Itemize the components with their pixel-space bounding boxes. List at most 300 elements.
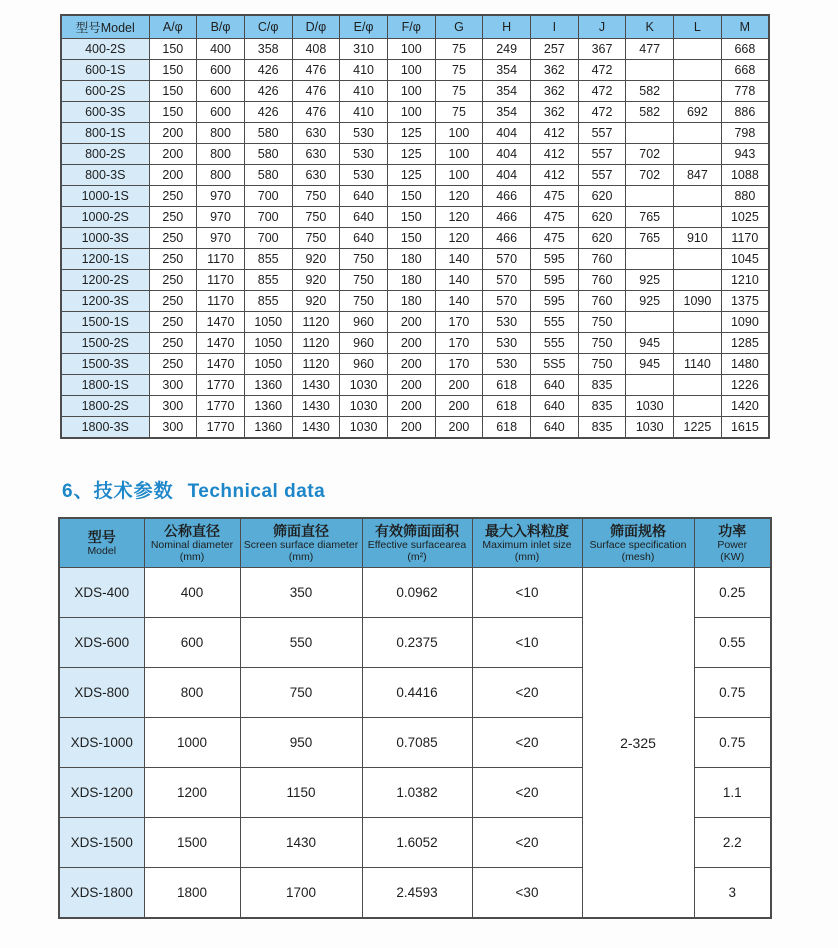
dimension-value-cell: 1480 bbox=[721, 354, 769, 375]
dimension-value-cell: 300 bbox=[149, 417, 197, 439]
dimension-value-cell: 880 bbox=[721, 186, 769, 207]
tech-header-maximum-inlet-size bbox=[472, 518, 582, 568]
dimension-value-cell: 140 bbox=[435, 270, 483, 291]
dimension-value-cell: 970 bbox=[197, 186, 245, 207]
tech-header-screen-surface-diameter bbox=[240, 518, 362, 568]
tech-model-cell: XDS-800 bbox=[59, 668, 144, 718]
dimension-value-cell: 250 bbox=[149, 312, 197, 333]
dimension-table-row bbox=[61, 102, 769, 123]
max-inlet-size-cell: <20 bbox=[472, 668, 582, 718]
dimension-value-cell: 530 bbox=[340, 144, 388, 165]
dimension-table-row bbox=[61, 375, 769, 396]
dimension-table-row bbox=[61, 228, 769, 249]
dimension-value-cell: 557 bbox=[578, 165, 626, 186]
dimension-value-cell: 640 bbox=[531, 396, 579, 417]
tech-header-power bbox=[694, 518, 771, 568]
technical-table bbox=[58, 517, 772, 919]
power-cell: 0.75 bbox=[694, 718, 771, 768]
tech-header-effective-surfacearea bbox=[362, 518, 472, 568]
dimension-value-cell bbox=[674, 396, 722, 417]
dimension-table-row bbox=[61, 186, 769, 207]
dimension-value-cell: 412 bbox=[531, 123, 579, 144]
dimension-value-cell: 150 bbox=[149, 81, 197, 102]
effective-area-cell: 2.4593 bbox=[362, 868, 472, 919]
dim-header-h: H bbox=[483, 15, 531, 39]
dimension-value-cell: 250 bbox=[149, 333, 197, 354]
dimension-value-cell: 125 bbox=[387, 144, 435, 165]
dimension-value-cell: 354 bbox=[483, 81, 531, 102]
tech-header-zh: 公称直径 bbox=[164, 523, 220, 539]
dimension-value-cell: 1285 bbox=[721, 333, 769, 354]
max-inlet-size-cell: <20 bbox=[472, 768, 582, 818]
dimension-value-cell: 630 bbox=[292, 123, 340, 144]
dimension-value-cell: 530 bbox=[340, 165, 388, 186]
dimension-value-cell: 75 bbox=[435, 102, 483, 123]
dimension-value-cell: 250 bbox=[149, 270, 197, 291]
dimension-value-cell: 530 bbox=[483, 354, 531, 375]
dimension-value-cell: 570 bbox=[483, 249, 531, 270]
dimension-table-row bbox=[61, 270, 769, 291]
dimension-value-cell: 140 bbox=[435, 249, 483, 270]
tech-model-cell: XDS-1800 bbox=[59, 868, 144, 919]
dimension-value-cell: 1030 bbox=[340, 396, 388, 417]
model-label-cell: 1800-1S bbox=[61, 375, 149, 396]
screen-diameter-cell: 750 bbox=[240, 668, 362, 718]
nominal-diameter-cell: 1000 bbox=[144, 718, 240, 768]
dimension-value-cell: 580 bbox=[244, 144, 292, 165]
dim-header-e: E/φ bbox=[340, 15, 388, 39]
dimension-value-cell: 412 bbox=[531, 165, 579, 186]
dimension-table-row bbox=[61, 312, 769, 333]
dimension-table-row bbox=[61, 144, 769, 165]
dimension-value-cell: 1615 bbox=[721, 417, 769, 439]
model-label-cell: 600-3S bbox=[61, 102, 149, 123]
dimension-value-cell: 200 bbox=[149, 165, 197, 186]
dim-header-i: I bbox=[531, 15, 579, 39]
dim-header-k: K bbox=[626, 15, 674, 39]
dimension-value-cell: 750 bbox=[578, 354, 626, 375]
model-label-cell: 800-1S bbox=[61, 123, 149, 144]
dimension-table-row bbox=[61, 123, 769, 144]
max-inlet-size-cell: <10 bbox=[472, 568, 582, 618]
dimension-value-cell bbox=[674, 186, 722, 207]
dimension-value-cell: 300 bbox=[149, 396, 197, 417]
dimension-value-cell: 200 bbox=[387, 417, 435, 439]
dimension-value-cell: 600 bbox=[197, 102, 245, 123]
dimension-value-cell: 1030 bbox=[340, 375, 388, 396]
dimension-value-cell: 555 bbox=[531, 312, 579, 333]
dimension-value-cell: 640 bbox=[531, 417, 579, 439]
tech-header-en: Screen surface diameter bbox=[243, 539, 359, 551]
dimension-value-cell: 466 bbox=[483, 207, 531, 228]
tech-header-zh: 功率 bbox=[718, 523, 747, 539]
dimension-value-cell: 150 bbox=[387, 228, 435, 249]
dimension-value-cell: 668 bbox=[721, 39, 769, 60]
model-label-cell: 400-2S bbox=[61, 39, 149, 60]
dimension-value-cell: 1210 bbox=[721, 270, 769, 291]
dimension-value-cell: 1030 bbox=[626, 417, 674, 439]
dimension-table-row bbox=[61, 333, 769, 354]
dimension-value-cell bbox=[626, 123, 674, 144]
dimension-value-cell: 620 bbox=[578, 186, 626, 207]
dimension-value-cell: 1420 bbox=[721, 396, 769, 417]
dimension-value-cell: 367 bbox=[578, 39, 626, 60]
dimension-value-cell: 466 bbox=[483, 186, 531, 207]
dimension-value-cell: 250 bbox=[149, 186, 197, 207]
dimension-value-cell: 750 bbox=[292, 186, 340, 207]
effective-area-cell: 0.7085 bbox=[362, 718, 472, 768]
dimension-value-cell: 150 bbox=[149, 102, 197, 123]
dimension-value-cell: 630 bbox=[292, 165, 340, 186]
dimension-value-cell: 475 bbox=[531, 207, 579, 228]
nominal-diameter-cell: 1800 bbox=[144, 868, 240, 919]
technical-table-header-row bbox=[59, 518, 771, 568]
dimension-value-cell: 960 bbox=[340, 354, 388, 375]
power-cell: 0.25 bbox=[694, 568, 771, 618]
dimension-value-cell: 200 bbox=[387, 396, 435, 417]
model-label-cell: 1200-2S bbox=[61, 270, 149, 291]
dimension-value-cell: 620 bbox=[578, 207, 626, 228]
tech-header-en: Effective surfacearea bbox=[367, 539, 467, 551]
dimension-value-cell: 1430 bbox=[292, 417, 340, 439]
screen-diameter-cell: 350 bbox=[240, 568, 362, 618]
dimension-value-cell: 1025 bbox=[721, 207, 769, 228]
dimension-value-cell: 886 bbox=[721, 102, 769, 123]
dimension-table bbox=[60, 14, 770, 439]
dimension-value-cell: 100 bbox=[387, 60, 435, 81]
model-label-cell: 800-3S bbox=[61, 165, 149, 186]
dimension-value-cell: 855 bbox=[244, 249, 292, 270]
dimension-value-cell: 125 bbox=[387, 123, 435, 144]
dimension-value-cell bbox=[626, 249, 674, 270]
dimension-value-cell: 150 bbox=[149, 60, 197, 81]
dimension-value-cell: 835 bbox=[578, 417, 626, 439]
dimension-table-row bbox=[61, 249, 769, 270]
dimension-value-cell: 800 bbox=[197, 144, 245, 165]
tech-model-cell: XDS-600 bbox=[59, 618, 144, 668]
technical-table-body bbox=[59, 568, 771, 919]
dimension-value-cell: 555 bbox=[531, 333, 579, 354]
dimension-value-cell: 120 bbox=[435, 207, 483, 228]
dimension-value-cell: 426 bbox=[244, 81, 292, 102]
dimension-table-body bbox=[61, 39, 769, 439]
dimension-value-cell: 475 bbox=[531, 186, 579, 207]
dim-header-j: J bbox=[578, 15, 626, 39]
dimension-value-cell: 410 bbox=[340, 102, 388, 123]
tech-header-unit: (m²) bbox=[407, 551, 427, 563]
model-label-cell: 600-1S bbox=[61, 60, 149, 81]
dimension-value-cell: 472 bbox=[578, 60, 626, 81]
dimension-value-cell: 1045 bbox=[721, 249, 769, 270]
dimension-value-cell: 1090 bbox=[721, 312, 769, 333]
dimension-value-cell: 945 bbox=[626, 354, 674, 375]
dimension-value-cell: 250 bbox=[149, 291, 197, 312]
dimension-value-cell: 1030 bbox=[340, 417, 388, 439]
screen-diameter-cell: 1150 bbox=[240, 768, 362, 818]
surface-spec-merged-cell: 2-325 bbox=[582, 568, 694, 919]
dimension-value-cell: 200 bbox=[387, 312, 435, 333]
dimension-value-cell: 1360 bbox=[244, 396, 292, 417]
dimension-value-cell: 620 bbox=[578, 228, 626, 249]
dimension-value-cell: 800 bbox=[197, 165, 245, 186]
dimension-value-cell: 1170 bbox=[197, 249, 245, 270]
dimension-value-cell: 1120 bbox=[292, 312, 340, 333]
dimension-value-cell: 530 bbox=[483, 312, 531, 333]
dimension-value-cell: 410 bbox=[340, 60, 388, 81]
model-label-cell: 1800-2S bbox=[61, 396, 149, 417]
max-inlet-size-cell: <30 bbox=[472, 868, 582, 919]
dimension-value-cell: 75 bbox=[435, 60, 483, 81]
dimension-value-cell: 925 bbox=[626, 270, 674, 291]
dimension-value-cell: 100 bbox=[435, 144, 483, 165]
dimension-table-row bbox=[61, 60, 769, 81]
dim-header-g: G bbox=[435, 15, 483, 39]
tech-header-model bbox=[59, 518, 144, 568]
dimension-value-cell: 75 bbox=[435, 81, 483, 102]
dimension-value-cell: 1050 bbox=[244, 312, 292, 333]
dimension-value-cell: 472 bbox=[578, 102, 626, 123]
dimension-value-cell: 1770 bbox=[197, 417, 245, 439]
dimension-value-cell: 1120 bbox=[292, 333, 340, 354]
dimension-value-cell: 200 bbox=[435, 396, 483, 417]
dimension-value-cell: 800 bbox=[197, 123, 245, 144]
dimension-value-cell: 1470 bbox=[197, 354, 245, 375]
dimension-table-row bbox=[61, 165, 769, 186]
power-cell: 3 bbox=[694, 868, 771, 919]
dimension-value-cell: 618 bbox=[483, 396, 531, 417]
tech-header-en: Power bbox=[717, 539, 748, 551]
dimension-value-cell: 1030 bbox=[626, 396, 674, 417]
dimension-value-cell: 180 bbox=[387, 249, 435, 270]
dim-header-c: C/φ bbox=[244, 15, 292, 39]
nominal-diameter-cell: 400 bbox=[144, 568, 240, 618]
dimension-value-cell: 760 bbox=[578, 249, 626, 270]
screen-diameter-cell: 1700 bbox=[240, 868, 362, 919]
dimension-value-cell: 750 bbox=[340, 291, 388, 312]
dimension-value-cell: 200 bbox=[387, 375, 435, 396]
dimension-value-cell bbox=[674, 144, 722, 165]
dimension-value-cell: 910 bbox=[674, 228, 722, 249]
dimension-value-cell: 765 bbox=[626, 207, 674, 228]
tech-model-cell: XDS-1500 bbox=[59, 818, 144, 868]
dimension-value-cell: 943 bbox=[721, 144, 769, 165]
dimension-value-cell: 595 bbox=[531, 291, 579, 312]
dimension-value-cell: 570 bbox=[483, 270, 531, 291]
dimension-value-cell: 100 bbox=[435, 123, 483, 144]
dimension-value-cell bbox=[626, 375, 674, 396]
dimension-value-cell: 1170 bbox=[197, 270, 245, 291]
dimension-value-cell: 692 bbox=[674, 102, 722, 123]
section-heading-en: Technical data bbox=[187, 481, 326, 502]
dimension-value-cell: 5S5 bbox=[531, 354, 579, 375]
dimension-value-cell: 760 bbox=[578, 291, 626, 312]
dimension-value-cell: 362 bbox=[531, 60, 579, 81]
tech-header-en: Surface specification bbox=[589, 539, 687, 551]
dimension-value-cell: 120 bbox=[435, 228, 483, 249]
dimension-value-cell: 920 bbox=[292, 291, 340, 312]
dimension-value-cell: 970 bbox=[197, 228, 245, 249]
tech-header-zh: 筛面直径 bbox=[273, 523, 329, 539]
dimension-value-cell: 1430 bbox=[292, 375, 340, 396]
dimension-table-row bbox=[61, 396, 769, 417]
dimension-value-cell: 140 bbox=[435, 291, 483, 312]
dim-header-m: M bbox=[721, 15, 769, 39]
dimension-value-cell: 557 bbox=[578, 123, 626, 144]
model-label-cell: 800-2S bbox=[61, 144, 149, 165]
dim-header-b: B/φ bbox=[197, 15, 245, 39]
dimension-value-cell: 100 bbox=[435, 165, 483, 186]
tech-header-unit: (mm) bbox=[179, 551, 205, 563]
dimension-value-cell: 1120 bbox=[292, 354, 340, 375]
dimension-value-cell: 600 bbox=[197, 60, 245, 81]
dimension-value-cell: 765 bbox=[626, 228, 674, 249]
dimension-value-cell: 557 bbox=[578, 144, 626, 165]
tech-header-en: Maximum inlet size bbox=[482, 539, 572, 551]
dim-header-model: 型号Model bbox=[61, 15, 149, 39]
dimension-value-cell bbox=[674, 123, 722, 144]
dimension-value-cell: 640 bbox=[531, 375, 579, 396]
tech-header-zh: 型号 bbox=[87, 529, 116, 545]
dimension-value-cell: 750 bbox=[340, 270, 388, 291]
dimension-value-cell bbox=[626, 312, 674, 333]
dimension-value-cell: 1770 bbox=[197, 396, 245, 417]
dimension-value-cell: 570 bbox=[483, 291, 531, 312]
model-label-cell: 1000-1S bbox=[61, 186, 149, 207]
tech-header-zh: 最大入料粒度 bbox=[485, 523, 569, 539]
dim-header-l: L bbox=[674, 15, 722, 39]
dimension-value-cell: 700 bbox=[244, 228, 292, 249]
tech-header-nominal-diameter bbox=[144, 518, 240, 568]
dimension-value-cell: 1360 bbox=[244, 375, 292, 396]
tech-header-unit: (KW) bbox=[720, 551, 745, 563]
dim-header-d: D/φ bbox=[292, 15, 340, 39]
dimension-value-cell: 475 bbox=[531, 228, 579, 249]
dimension-value-cell: 410 bbox=[340, 81, 388, 102]
dimension-value-cell: 1140 bbox=[674, 354, 722, 375]
dimension-value-cell: 100 bbox=[387, 81, 435, 102]
nominal-diameter-cell: 600 bbox=[144, 618, 240, 668]
dimension-value-cell: 595 bbox=[531, 270, 579, 291]
dimension-value-cell bbox=[626, 186, 674, 207]
dimension-value-cell: 580 bbox=[244, 123, 292, 144]
dimension-value-cell: 1470 bbox=[197, 333, 245, 354]
dimension-value-cell: 170 bbox=[435, 312, 483, 333]
dimension-value-cell: 200 bbox=[149, 144, 197, 165]
dimension-value-cell: 250 bbox=[149, 249, 197, 270]
dimension-value-cell: 250 bbox=[149, 354, 197, 375]
dimension-value-cell: 362 bbox=[531, 81, 579, 102]
model-label-cell: 1000-3S bbox=[61, 228, 149, 249]
effective-area-cell: 0.0962 bbox=[362, 568, 472, 618]
tech-header-unit: (mm) bbox=[288, 551, 314, 563]
dimension-value-cell: 1226 bbox=[721, 375, 769, 396]
dimension-value-cell: 600 bbox=[197, 81, 245, 102]
dimension-value-cell bbox=[674, 375, 722, 396]
dim-header-a: A/φ bbox=[149, 15, 197, 39]
dimension-table-row bbox=[61, 417, 769, 439]
dimension-value-cell: 1050 bbox=[244, 354, 292, 375]
dimension-value-cell: 1430 bbox=[292, 396, 340, 417]
dimension-value-cell: 530 bbox=[483, 333, 531, 354]
dimension-value-cell: 835 bbox=[578, 396, 626, 417]
dimension-value-cell: 750 bbox=[292, 228, 340, 249]
dimension-value-cell: 257 bbox=[531, 39, 579, 60]
model-label-cell: 1200-1S bbox=[61, 249, 149, 270]
dimension-value-cell bbox=[674, 39, 722, 60]
dimension-value-cell: 180 bbox=[387, 270, 435, 291]
dimension-value-cell: 925 bbox=[626, 291, 674, 312]
dimension-value-cell: 100 bbox=[387, 39, 435, 60]
dimension-value-cell: 618 bbox=[483, 375, 531, 396]
dimension-value-cell: 700 bbox=[244, 207, 292, 228]
model-label-cell: 1000-2S bbox=[61, 207, 149, 228]
dimension-value-cell bbox=[674, 312, 722, 333]
dimension-value-cell: 530 bbox=[340, 123, 388, 144]
dimension-value-cell: 960 bbox=[340, 312, 388, 333]
dimension-value-cell: 668 bbox=[721, 60, 769, 81]
power-cell: 0.55 bbox=[694, 618, 771, 668]
nominal-diameter-cell: 1500 bbox=[144, 818, 240, 868]
dimension-value-cell bbox=[626, 60, 674, 81]
dimension-value-cell: 200 bbox=[435, 375, 483, 396]
dimension-value-cell: 125 bbox=[387, 165, 435, 186]
dimension-value-cell: 100 bbox=[387, 102, 435, 123]
dimension-value-cell: 404 bbox=[483, 123, 531, 144]
dimension-value-cell: 778 bbox=[721, 81, 769, 102]
dimension-value-cell: 476 bbox=[292, 60, 340, 81]
tech-model-cell: XDS-1200 bbox=[59, 768, 144, 818]
section-heading bbox=[62, 476, 325, 503]
section-heading-zh: 6、技术参数 bbox=[62, 481, 174, 502]
dimension-value-cell: 476 bbox=[292, 102, 340, 123]
dimension-table-row bbox=[61, 291, 769, 312]
dimension-value-cell: 1360 bbox=[244, 417, 292, 439]
power-cell: 0.75 bbox=[694, 668, 771, 718]
dimension-value-cell: 250 bbox=[149, 207, 197, 228]
dimension-value-cell bbox=[674, 249, 722, 270]
tech-header-zh: 筛面规格 bbox=[610, 523, 666, 539]
dimension-value-cell bbox=[674, 81, 722, 102]
dimension-value-cell: 150 bbox=[387, 186, 435, 207]
screen-diameter-cell: 1430 bbox=[240, 818, 362, 868]
dimension-value-cell: 618 bbox=[483, 417, 531, 439]
power-cell: 2.2 bbox=[694, 818, 771, 868]
model-label-cell: 1200-3S bbox=[61, 291, 149, 312]
dimension-value-cell: 960 bbox=[340, 333, 388, 354]
technical-table-row bbox=[59, 568, 771, 618]
dimension-value-cell: 582 bbox=[626, 102, 674, 123]
dimension-value-cell: 580 bbox=[244, 165, 292, 186]
dimension-value-cell: 702 bbox=[626, 144, 674, 165]
dimension-value-cell: 582 bbox=[626, 81, 674, 102]
dimension-value-cell: 847 bbox=[674, 165, 722, 186]
dimension-value-cell: 200 bbox=[387, 333, 435, 354]
dimension-value-cell: 426 bbox=[244, 60, 292, 81]
dimension-value-cell: 750 bbox=[578, 312, 626, 333]
tech-header-unit: (mesh) bbox=[621, 551, 655, 563]
dimension-value-cell: 920 bbox=[292, 270, 340, 291]
model-label-cell: 1500-2S bbox=[61, 333, 149, 354]
screen-diameter-cell: 550 bbox=[240, 618, 362, 668]
max-inlet-size-cell: <20 bbox=[472, 818, 582, 868]
effective-area-cell: 1.6052 bbox=[362, 818, 472, 868]
dimension-value-cell: 75 bbox=[435, 39, 483, 60]
dimension-value-cell: 1170 bbox=[721, 228, 769, 249]
dimension-table-row bbox=[61, 81, 769, 102]
dimension-table-header-row bbox=[61, 15, 769, 39]
dimension-value-cell: 412 bbox=[531, 144, 579, 165]
dimension-value-cell: 477 bbox=[626, 39, 674, 60]
